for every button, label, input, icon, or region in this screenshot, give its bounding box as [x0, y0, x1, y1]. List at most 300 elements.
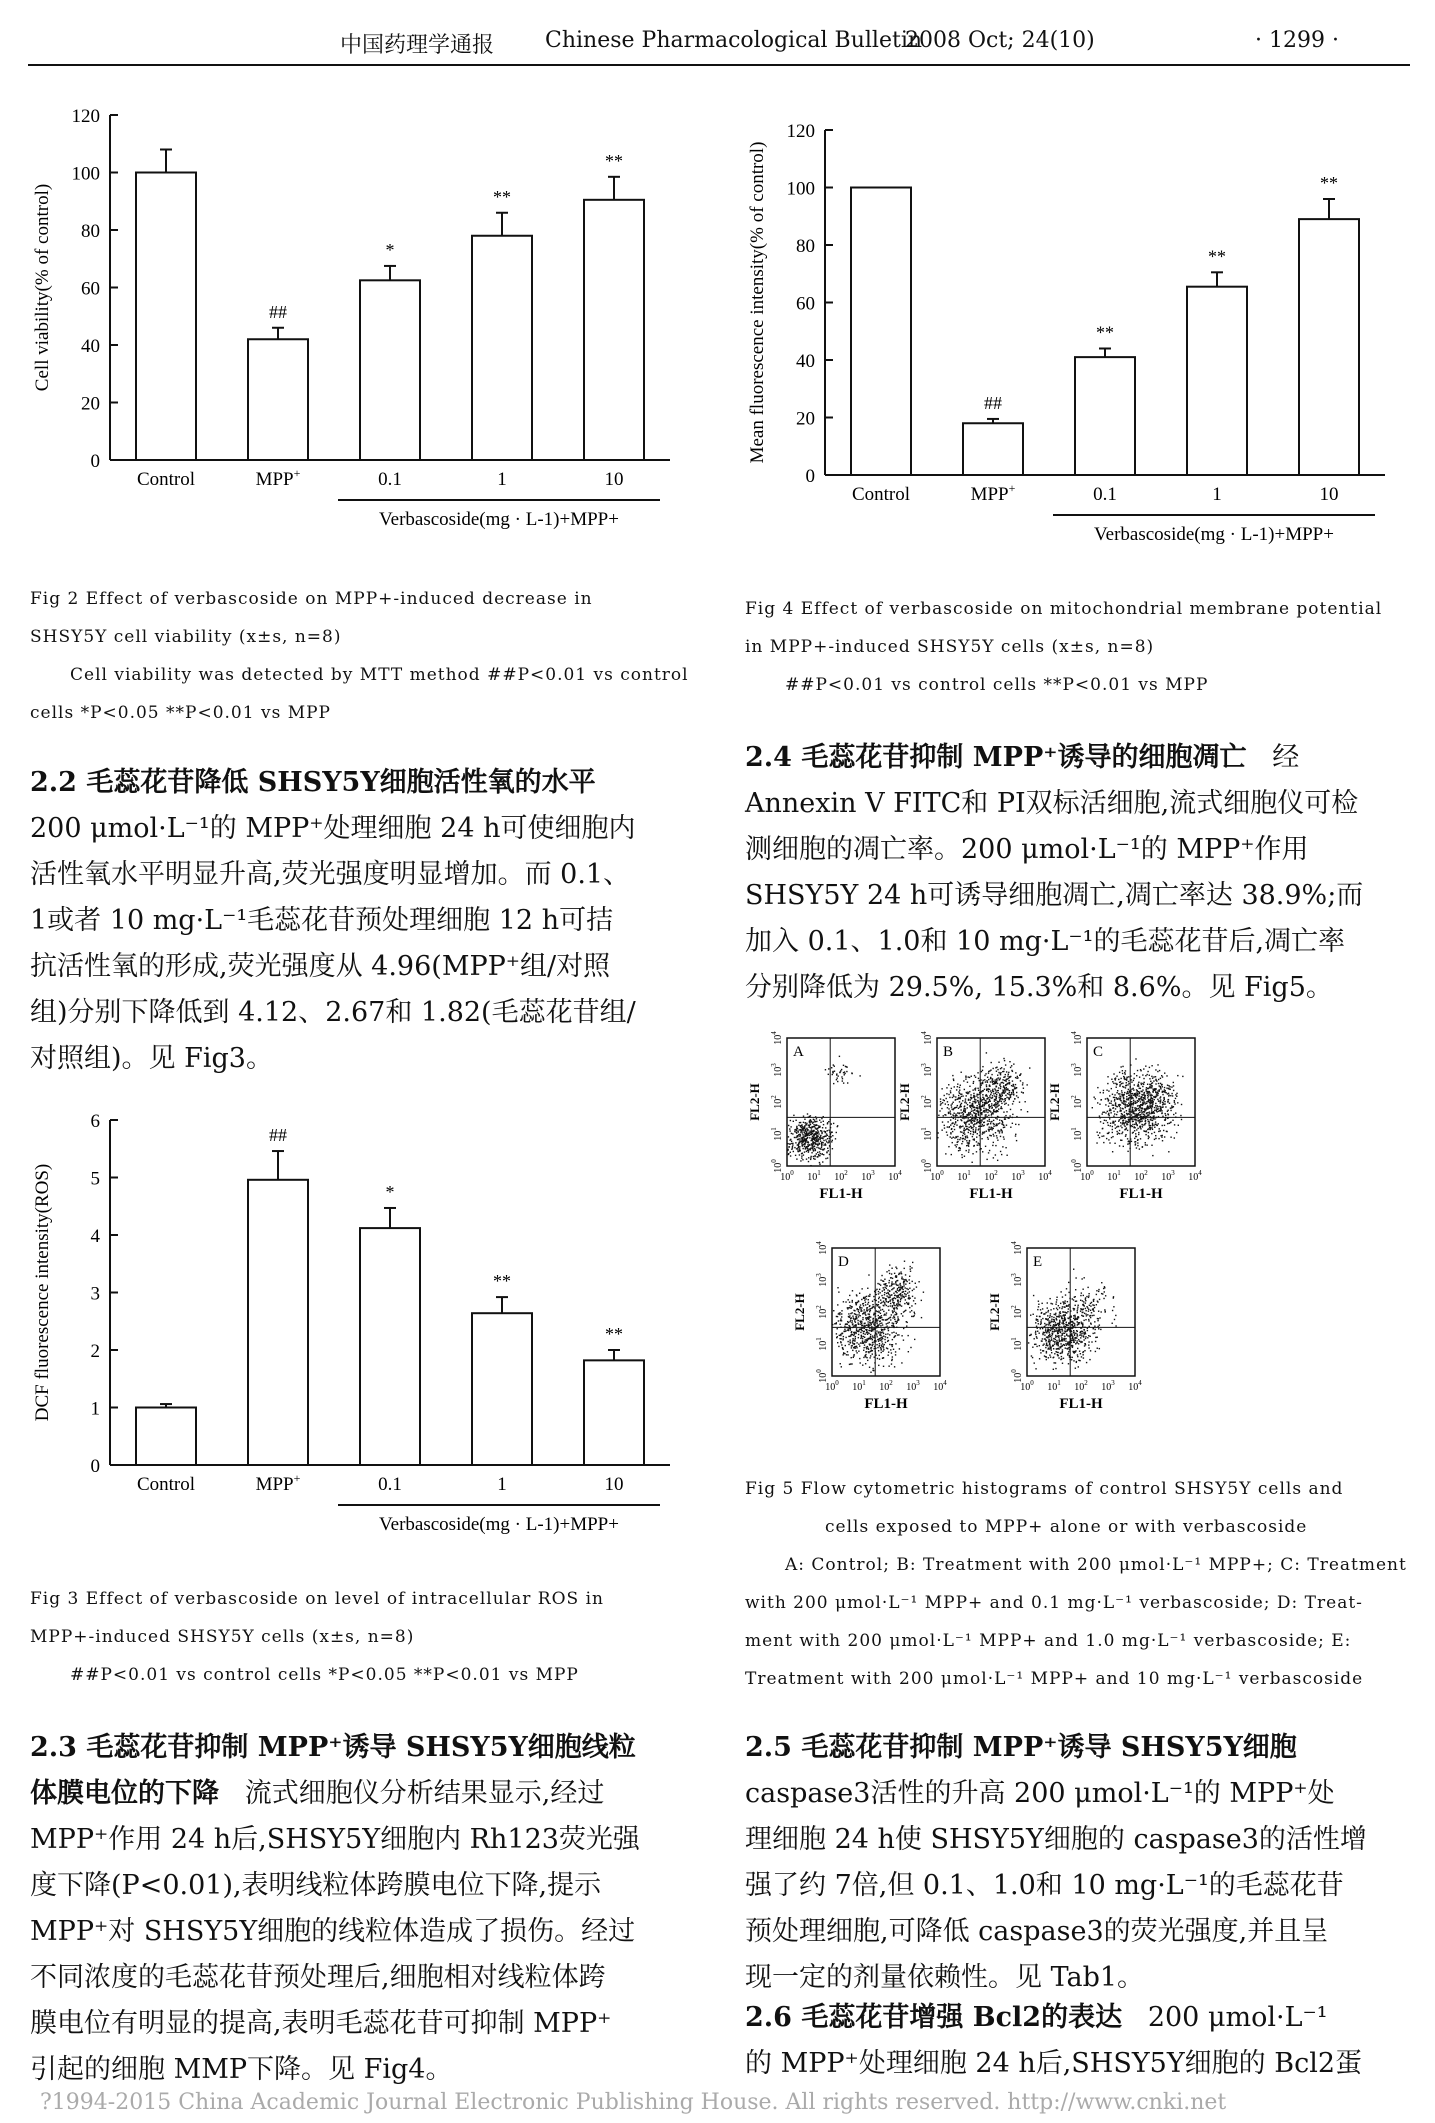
event-dot: [1175, 1112, 1176, 1113]
event-dot: [789, 1139, 790, 1140]
event-dot: [873, 1318, 874, 1319]
event-dot: [1009, 1115, 1010, 1116]
event-dot: [831, 1132, 832, 1133]
event-dot: [1130, 1138, 1131, 1139]
event-dot: [1176, 1093, 1177, 1094]
event-dot: [1119, 1072, 1120, 1073]
event-dot: [1042, 1308, 1043, 1309]
event-dot: [872, 1301, 873, 1302]
event-dot: [880, 1348, 881, 1349]
event-dot: [885, 1283, 886, 1284]
event-dot: [996, 1098, 997, 1099]
event-dot: [1154, 1099, 1155, 1100]
event-dot: [967, 1137, 968, 1138]
event-dot: [1122, 1122, 1123, 1123]
event-dot: [990, 1078, 991, 1079]
event-dot: [1037, 1319, 1038, 1320]
event-dot: [849, 1341, 850, 1342]
event-dot: [866, 1357, 867, 1358]
y-tick-label: 2: [90, 1341, 100, 1362]
event-dot: [863, 1331, 864, 1332]
event-dot: [852, 1320, 853, 1321]
event-dot: [985, 1146, 986, 1147]
event-dot: [1148, 1091, 1149, 1092]
event-dot: [869, 1296, 870, 1297]
event-dot: [1142, 1094, 1143, 1095]
event-dot: [878, 1318, 879, 1319]
event-dot: [1038, 1304, 1039, 1305]
event-dot: [995, 1067, 996, 1068]
event-dot: [883, 1347, 884, 1348]
event-dot: [960, 1109, 961, 1110]
event-dot: [1005, 1147, 1006, 1148]
event-dot: [892, 1339, 893, 1340]
bar: [136, 173, 196, 461]
event-dot: [873, 1322, 874, 1323]
event-dot: [987, 1112, 988, 1113]
event-dot: [1128, 1120, 1129, 1121]
event-dot: [1008, 1082, 1009, 1083]
event-dot: [791, 1149, 792, 1150]
event-dot: [1058, 1345, 1059, 1346]
event-dot: [865, 1363, 866, 1364]
event-dot: [1131, 1093, 1132, 1094]
event-dot: [959, 1087, 960, 1088]
event-dot: [993, 1135, 994, 1136]
event-dot: [975, 1077, 976, 1078]
event-dot: [1077, 1308, 1078, 1309]
paragraph-line: 经: [1272, 742, 1300, 773]
event-dot: [852, 1338, 853, 1339]
event-dot: [986, 1159, 987, 1160]
event-dot: [1090, 1310, 1091, 1311]
event-dot: [1169, 1089, 1170, 1090]
event-dot: [900, 1295, 901, 1296]
event-dot: [905, 1291, 906, 1292]
event-dot: [1070, 1335, 1071, 1336]
event-dot: [944, 1095, 945, 1096]
event-dot: [948, 1104, 949, 1105]
event-dot: [977, 1072, 978, 1073]
event-dot: [1153, 1080, 1154, 1081]
event-dot: [973, 1097, 974, 1098]
event-dot: [1002, 1146, 1003, 1147]
event-dot: [831, 1123, 832, 1124]
event-dot: [805, 1141, 806, 1142]
fig4-chart: [735, 110, 1415, 580]
event-dot: [1146, 1103, 1147, 1104]
event-dot: [845, 1324, 846, 1325]
event-dot: [1110, 1112, 1111, 1113]
event-dot: [1140, 1116, 1141, 1117]
event-dot: [876, 1330, 877, 1331]
event-dot: [1062, 1330, 1063, 1331]
event-dot: [1007, 1093, 1008, 1094]
event-dot: [940, 1101, 941, 1102]
event-dot: [1051, 1337, 1052, 1338]
event-dot: [790, 1120, 791, 1121]
event-dot: [1174, 1137, 1175, 1138]
event-dot: [1149, 1078, 1150, 1079]
event-dot: [1078, 1322, 1079, 1323]
event-dot: [1054, 1331, 1055, 1332]
event-dot: [1047, 1307, 1048, 1308]
event-dot: [1177, 1102, 1178, 1103]
event-dot: [990, 1123, 991, 1124]
event-dot: [1008, 1097, 1009, 1098]
x-tick-label: $10^4$: [1188, 1169, 1202, 1183]
event-dot: [1081, 1335, 1082, 1336]
event-dot: [946, 1093, 947, 1094]
event-dot: [843, 1072, 844, 1073]
event-dot: [1123, 1117, 1124, 1118]
event-dot: [1089, 1326, 1090, 1327]
event-dot: [879, 1338, 880, 1339]
event-dot: [1119, 1119, 1120, 1120]
event-dot: [1145, 1095, 1146, 1096]
event-dot: [1017, 1076, 1018, 1077]
event-dot: [889, 1291, 890, 1292]
event-dot: [888, 1340, 889, 1341]
event-dot: [1103, 1135, 1104, 1136]
event-dot: [1159, 1090, 1160, 1091]
event-dot: [1054, 1329, 1055, 1330]
event-dot: [855, 1314, 856, 1315]
event-dot: [1173, 1090, 1174, 1091]
event-dot: [1048, 1339, 1049, 1340]
event-dot: [986, 1094, 987, 1095]
event-dot: [964, 1089, 965, 1090]
event-dot: [995, 1099, 996, 1100]
event-dot: [1140, 1101, 1141, 1102]
event-dot: [1035, 1332, 1036, 1333]
event-dot: [1122, 1073, 1123, 1074]
event-dot: [960, 1105, 961, 1106]
event-dot: [1151, 1109, 1152, 1110]
paragraph-line: 200 μmol·L⁻¹的 MPP⁺处理细胞 24 h可使细胞内: [30, 813, 636, 844]
event-dot: [863, 1350, 864, 1351]
event-dot: [981, 1112, 982, 1113]
event-dot: [1093, 1328, 1094, 1329]
event-dot: [838, 1313, 839, 1314]
event-dot: [878, 1341, 879, 1342]
event-dot: [1168, 1088, 1169, 1089]
event-dot: [957, 1083, 958, 1084]
paragraph-line: 加入 0.1、1.0和 10 mg·L⁻¹的毛蕊花苷后,凋亡率: [745, 926, 1346, 957]
x-tick-label: 0.1: [378, 1474, 402, 1495]
event-dot: [975, 1089, 976, 1090]
event-dot: [817, 1145, 818, 1146]
event-dot: [804, 1119, 805, 1120]
event-dot: [856, 1342, 857, 1343]
event-dot: [875, 1328, 876, 1329]
event-dot: [960, 1112, 961, 1113]
event-dot: [1108, 1117, 1109, 1118]
event-dot: [1037, 1309, 1038, 1310]
event-dot: [1156, 1107, 1157, 1108]
event-dot: [1001, 1101, 1002, 1102]
x-tick-label: $10^4$: [1128, 1379, 1142, 1393]
event-dot: [1131, 1112, 1132, 1113]
event-dot: [895, 1284, 896, 1285]
event-dot: [1082, 1322, 1083, 1323]
event-dot: [1056, 1340, 1057, 1341]
event-dot: [814, 1121, 815, 1122]
event-dot: [998, 1062, 999, 1063]
event-dot: [988, 1079, 989, 1080]
event-dot: [858, 1300, 859, 1301]
event-dot: [902, 1294, 903, 1295]
fig3-caption-line: MPP+-induced SHSY5Y cells (x±s, n=8): [30, 1627, 415, 1647]
event-dot: [1103, 1090, 1104, 1091]
event-dot: [981, 1138, 982, 1139]
event-dot: [896, 1314, 897, 1315]
event-dot: [889, 1273, 890, 1274]
event-dot: [938, 1115, 939, 1116]
event-dot: [1130, 1116, 1131, 1117]
event-dot: [991, 1117, 992, 1118]
event-dot: [959, 1139, 960, 1140]
event-dot: [986, 1090, 987, 1091]
event-dot: [891, 1332, 892, 1333]
event-dot: [987, 1077, 988, 1078]
event-dot: [1010, 1097, 1011, 1098]
event-dot: [1112, 1132, 1113, 1133]
event-dot: [1088, 1320, 1089, 1321]
event-dot: [1145, 1120, 1146, 1121]
event-dot: [959, 1149, 960, 1150]
event-dot: [1019, 1075, 1020, 1076]
event-dot: [1131, 1114, 1132, 1115]
significance-mark: ##: [269, 301, 287, 322]
event-dot: [879, 1284, 880, 1285]
event-dot: [799, 1154, 800, 1155]
event-dot: [1008, 1074, 1009, 1075]
event-dot: [884, 1304, 885, 1305]
event-dot: [797, 1135, 798, 1136]
event-dot: [1058, 1348, 1059, 1349]
event-dot: [1137, 1085, 1138, 1086]
event-dot: [1073, 1360, 1074, 1361]
event-dot: [1029, 1067, 1030, 1068]
event-dot: [894, 1297, 895, 1298]
event-dot: [989, 1121, 990, 1122]
event-dot: [1058, 1337, 1059, 1338]
y-tick-label: 20: [81, 393, 100, 415]
event-dot: [1108, 1132, 1109, 1133]
event-dot: [959, 1106, 960, 1107]
event-dot: [1111, 1100, 1112, 1101]
event-dot: [876, 1289, 877, 1290]
event-dot: [1034, 1362, 1035, 1363]
event-dot: [863, 1298, 864, 1299]
event-dot: [1135, 1133, 1136, 1134]
event-dot: [1147, 1112, 1148, 1113]
event-dot: [1063, 1344, 1064, 1345]
event-dot: [1061, 1326, 1062, 1327]
event-dot: [876, 1334, 877, 1335]
event-dot: [1152, 1125, 1153, 1126]
event-dot: [1134, 1110, 1135, 1111]
event-dot: [788, 1146, 789, 1147]
event-dot: [982, 1080, 983, 1081]
event-dot: [948, 1127, 949, 1128]
event-dot: [1156, 1110, 1157, 1111]
event-dot: [1013, 1101, 1014, 1102]
event-dot: [839, 1338, 840, 1339]
event-dot: [1044, 1326, 1045, 1327]
event-dot: [970, 1094, 971, 1095]
event-dot: [868, 1302, 869, 1303]
event-dot: [971, 1108, 972, 1109]
event-dot: [866, 1319, 867, 1320]
event-dot: [1067, 1325, 1068, 1326]
significance-mark: **: [605, 150, 623, 171]
event-dot: [1049, 1346, 1050, 1347]
event-dot: [802, 1132, 803, 1133]
event-dot: [886, 1326, 887, 1327]
event-dot: [878, 1324, 879, 1325]
event-dot: [955, 1118, 956, 1119]
event-dot: [1003, 1101, 1004, 1102]
event-dot: [807, 1150, 808, 1151]
event-dot: [1048, 1310, 1049, 1311]
event-dot: [980, 1086, 981, 1087]
event-dot: [999, 1097, 1000, 1098]
event-dot: [895, 1282, 896, 1283]
event-dot: [854, 1320, 855, 1321]
event-dot: [1049, 1298, 1050, 1299]
event-dot: [1087, 1337, 1088, 1338]
event-dot: [881, 1317, 882, 1318]
event-dot: [814, 1156, 815, 1157]
event-dot: [1063, 1314, 1064, 1315]
event-dot: [1131, 1088, 1132, 1089]
event-dot: [951, 1123, 952, 1124]
event-dot: [1126, 1124, 1127, 1125]
event-dot: [1076, 1300, 1077, 1301]
event-dot: [1142, 1083, 1143, 1084]
event-dot: [862, 1317, 863, 1318]
event-dot: [886, 1293, 887, 1294]
event-dot: [1163, 1130, 1164, 1131]
event-dot: [989, 1111, 990, 1112]
event-dot: [817, 1130, 818, 1131]
section-2-4: [745, 735, 1405, 1011]
event-dot: [1055, 1313, 1056, 1314]
bar: [472, 1313, 532, 1465]
event-dot: [888, 1309, 889, 1310]
event-dot: [863, 1312, 864, 1313]
event-dot: [1149, 1075, 1150, 1076]
x-tick-label: 0.1: [378, 469, 402, 490]
event-dot: [973, 1145, 974, 1146]
event-dot: [1113, 1296, 1114, 1297]
event-dot: [1133, 1094, 1134, 1095]
event-dot: [1071, 1359, 1072, 1360]
event-dot: [961, 1154, 962, 1155]
event-dot: [1140, 1105, 1141, 1106]
event-dot: [953, 1078, 954, 1079]
event-dot: [1162, 1140, 1163, 1141]
event-dot: [851, 1345, 852, 1346]
event-dot: [988, 1091, 989, 1092]
event-dot: [1114, 1099, 1115, 1100]
event-dot: [966, 1092, 967, 1093]
event-dot: [862, 1338, 863, 1339]
event-dot: [881, 1341, 882, 1342]
event-dot: [1120, 1115, 1121, 1116]
event-dot: [1145, 1144, 1146, 1145]
event-dot: [1142, 1146, 1143, 1147]
event-dot: [807, 1132, 808, 1133]
event-dot: [802, 1137, 803, 1138]
event-dot: [1083, 1329, 1084, 1330]
event-dot: [875, 1300, 876, 1301]
event-dot: [1152, 1123, 1153, 1124]
event-dot: [1164, 1099, 1165, 1100]
event-dot: [1156, 1093, 1157, 1094]
event-dot: [838, 1346, 839, 1347]
journal-title-en: Chinese Pharmacological Bulletin: [545, 28, 923, 53]
event-dot: [876, 1344, 877, 1345]
event-dot: [1047, 1327, 1048, 1328]
event-dot: [904, 1287, 905, 1288]
event-dot: [1112, 1104, 1113, 1105]
event-dot: [879, 1358, 880, 1359]
event-dot: [1075, 1350, 1076, 1351]
event-dot: [798, 1134, 799, 1135]
event-dot: [884, 1294, 885, 1295]
event-dot: [1155, 1083, 1156, 1084]
event-dot: [989, 1095, 990, 1096]
event-dot: [1046, 1352, 1047, 1353]
event-dot: [893, 1287, 894, 1288]
event-dot: [892, 1346, 893, 1347]
event-dot: [857, 1322, 858, 1323]
event-dot: [825, 1143, 826, 1144]
event-dot: [1045, 1312, 1046, 1313]
event-dot: [852, 1343, 853, 1344]
event-dot: [1127, 1084, 1128, 1085]
event-dot: [976, 1151, 977, 1152]
event-dot: [1133, 1080, 1134, 1081]
event-dot: [1155, 1124, 1156, 1125]
event-dot: [905, 1294, 906, 1295]
event-dot: [1178, 1125, 1179, 1126]
event-dot: [1153, 1113, 1154, 1114]
event-dot: [1147, 1119, 1148, 1120]
event-dot: [1038, 1306, 1039, 1307]
event-dot: [1136, 1089, 1137, 1090]
event-dot: [1044, 1355, 1045, 1356]
bar: [851, 188, 911, 476]
event-dot: [985, 1111, 986, 1112]
event-dot: [989, 1129, 990, 1130]
event-dot: [1001, 1067, 1002, 1068]
event-dot: [1099, 1348, 1100, 1349]
x-tick-label: $10^0$: [1020, 1379, 1034, 1393]
event-dot: [1075, 1296, 1076, 1297]
event-dot: [1135, 1116, 1136, 1117]
event-dot: [1011, 1070, 1012, 1071]
event-dot: [850, 1318, 851, 1319]
event-dot: [832, 1074, 833, 1075]
event-dot: [1113, 1083, 1114, 1084]
event-dot: [1080, 1310, 1081, 1311]
event-dot: [801, 1155, 802, 1156]
event-dot: [818, 1125, 819, 1126]
